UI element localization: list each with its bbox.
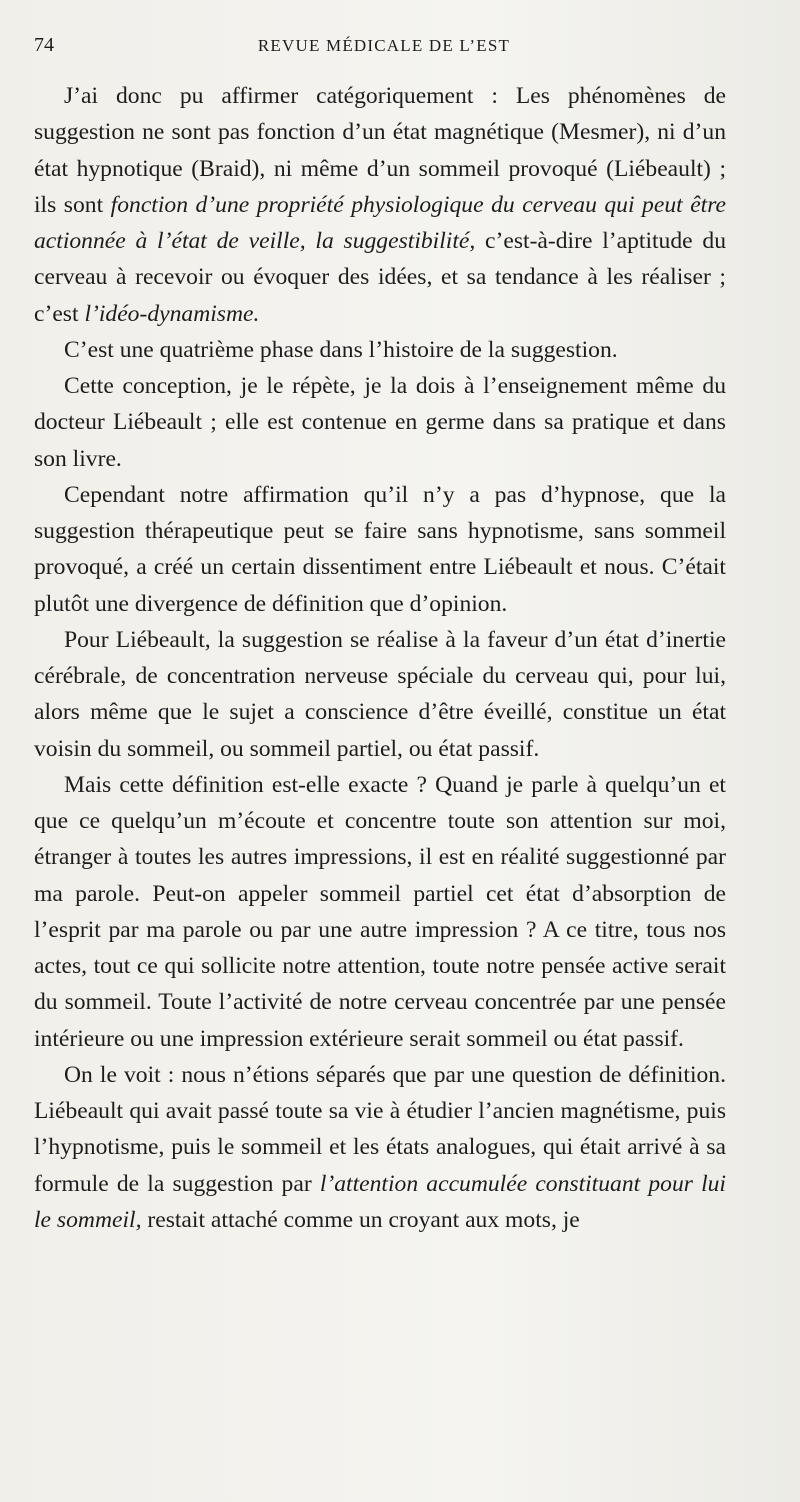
text-run: C’est une quatrième phase dans l’histoire de la suggestion. bbox=[64, 336, 618, 363]
text-run: Pour Liébeault, la suggestion se réalise à la faveur d’un état d’inertie cérébrale, de concentration nerveuse spéciale du cerveau qui, pour lui, alors même que le sujet a conscience d’être éveillé, constitue un état voisin du sommeil, ou sommeil partiel, ou état passif. bbox=[34, 626, 726, 762]
paragraph bbox=[34, 1057, 726, 1238]
italic-text: l’attention accumulée constituant pour lui le sommeil, bbox=[34, 1170, 726, 1233]
text-run: J’ai donc pu affirmer catégoriquement : Les phénomènes de suggestion ne sont pas fonction d’un état magnétique (Mesmer), ni d’un état hypnotique (Braid), ni même d’un sommeil provoqué (Liébeault) ; ils sont bbox=[34, 83, 726, 218]
running-title: REVUE MÉDICALE DE L’EST bbox=[257, 36, 511, 55]
text-run: Mais cette définition est-elle exacte ? Quand je parle à quelqu’un et que ce quelqu’un m’écoute et concentre toute son attention sur moi, étranger à toutes les autres impressions, il est en réalité suggestionné par ma parole. Peut-on appeler sommeil partiel cet état d’absorption de l’esprit par ma parole ou par une autre impression ? A ce titre, tous nos actes, tout ce qui sollicite notre attention, toute notre pensée active serait du sommeil. Toute l’activité de notre cerveau concentrée par une pensée intérieure ou une impression extérieure serait sommeil ou état passif. bbox=[34, 771, 726, 1052]
paragraph bbox=[34, 368, 726, 477]
text-run: restait attaché comme un croyant aux mots, je bbox=[141, 1206, 580, 1233]
paragraph bbox=[34, 477, 726, 622]
page-header bbox=[34, 34, 734, 62]
text-run: Cette conception, je le répète, je la dois à l’enseignement même du docteur Liébeault ; elle est contenue en germe dans sa pratique et dans son livre. bbox=[34, 373, 726, 472]
text-run: Cependant notre affirmation qu’il n’y a pas d’hypnose, que la suggestion thérapeutique peut se faire sans hypnotisme, sans sommeil provoqué, a créé un certain dissentiment entre Liébeault et nous. C’était plutôt une divergence de définition que d’opinion. bbox=[34, 481, 726, 617]
text-run: c’est-à-dire l’aptitude du cerveau à recevoir ou évoquer des idées, et sa tendance à les réaliser ; c’est bbox=[34, 228, 726, 327]
paragraph bbox=[34, 767, 726, 1057]
paragraph bbox=[34, 78, 726, 332]
paragraph bbox=[34, 332, 726, 368]
page-number: 74 bbox=[34, 34, 54, 56]
paragraph bbox=[34, 622, 726, 767]
body-text bbox=[34, 78, 726, 1238]
text-run: On le voit : nous n’étions séparés que par une question de définition. Liébeault qui avait passé toute sa vie à étudier l’ancien magnétisme, puis l’hypnotisme, puis le sommeil et les états analogues, qui était arrivé à sa formule de la suggestion par bbox=[34, 1061, 726, 1197]
italic-text: l’idéo-dynamisme. bbox=[84, 300, 260, 327]
italic-text: fonction d’une propriété physiologique du cerveau qui peut être actionnée à l’état de veille, la suggestibilité, bbox=[34, 191, 727, 254]
